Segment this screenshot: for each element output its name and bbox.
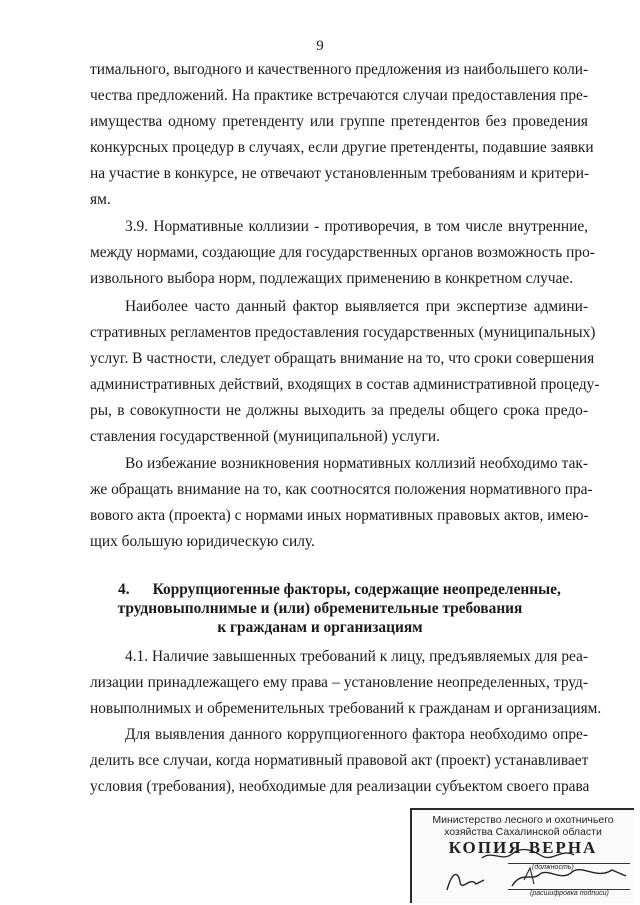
text-line: тимального, выгодного и качественного предложения из наибольшего коли- bbox=[90, 61, 589, 78]
handwritten-signature bbox=[412, 810, 634, 903]
text-line: же обращать внимание на то, как соотносятся положения нормативного пра- bbox=[90, 481, 593, 498]
text-line: услуг. В частности, следует обращать внимание на то, что сроки совершения bbox=[90, 350, 595, 367]
text-line: ставления государственной (муниципальной) услуги. bbox=[90, 428, 440, 445]
text-line: имущества одному претенденту или группе претендентов без проведения bbox=[90, 113, 588, 130]
text-line: чества предложений. На практике встречаются случаи предоставления пре- bbox=[90, 87, 588, 104]
text-line: условия (требования), необходимые для реализации субъектом своего права bbox=[90, 778, 590, 795]
text-line: вового акта (проекта) с нормами иных нормативных правовых актов, имею- bbox=[90, 507, 589, 524]
text-line: делить все случаи, когда нормативный правовой акт (проект) устанавливает bbox=[90, 752, 589, 769]
text-line: стративных регламентов предоставления государственных (муниципальных) bbox=[90, 324, 596, 341]
text-line: административных действий, входящих в состав административной процеду- bbox=[90, 376, 600, 393]
text-line: новыполнимых и обременительных требований к гражданам и организациям. bbox=[90, 700, 602, 717]
text-line: на участие в конкурсе, не отвечают установленным требованиям и критери- bbox=[90, 165, 590, 182]
stamp-region: хозяйства Сахалинской области bbox=[444, 826, 602, 838]
certification-stamp bbox=[410, 808, 634, 903]
text-line: Для выявления данного коррупциогенного фактора необходимо опре- bbox=[125, 726, 588, 743]
text-line: 3.9. Нормативные коллизии - противоречия, в том числе внутренние, bbox=[125, 218, 588, 235]
section-heading: трудновыполнимые и (или) обременительные требования bbox=[117, 600, 523, 617]
section-heading: к гражданам и организациям bbox=[217, 619, 423, 636]
stamp-signature-caption: (расшифровка подписи) bbox=[530, 890, 609, 897]
section-heading: 4. Коррупциогенные факторы, содержащие неопределенные, bbox=[118, 581, 561, 598]
text-line: 4.1. Наличие завышенных требований к лицу, предъявляемых для реа- bbox=[125, 648, 588, 665]
text-line: ры, в совокупности не должны выходить за пределы общего срока предо- bbox=[90, 402, 588, 419]
text-line: щих большую юридическую силу. bbox=[90, 533, 315, 550]
text-line: лизации принадлежащего ему права – установление неопределенных, труд- bbox=[90, 674, 588, 691]
page-number: 9 bbox=[316, 38, 324, 54]
text-line: Во избежание возникновения нормативных коллизий необходимо так- bbox=[125, 455, 588, 472]
text-line: ям. bbox=[90, 191, 111, 208]
text-line: конкурсных процедур в случаях, если другие претенденты, подавшие заявки bbox=[90, 139, 594, 156]
stamp-ministry: Министерство лесного и охотничьего bbox=[432, 814, 614, 826]
stamp-position-caption: (должность) bbox=[532, 864, 574, 871]
text-line: между нормами, создающие для государственных органов возможность про- bbox=[90, 244, 595, 261]
stamp-copy-verified: КОПИЯ ВЕРНА bbox=[448, 838, 598, 857]
text-line: извольного выбора норм, подлежащих применению в конкретном случае. bbox=[90, 270, 574, 287]
text-line: Наиболее часто данный фактор выявляется при экспертизе админи- bbox=[125, 298, 588, 315]
